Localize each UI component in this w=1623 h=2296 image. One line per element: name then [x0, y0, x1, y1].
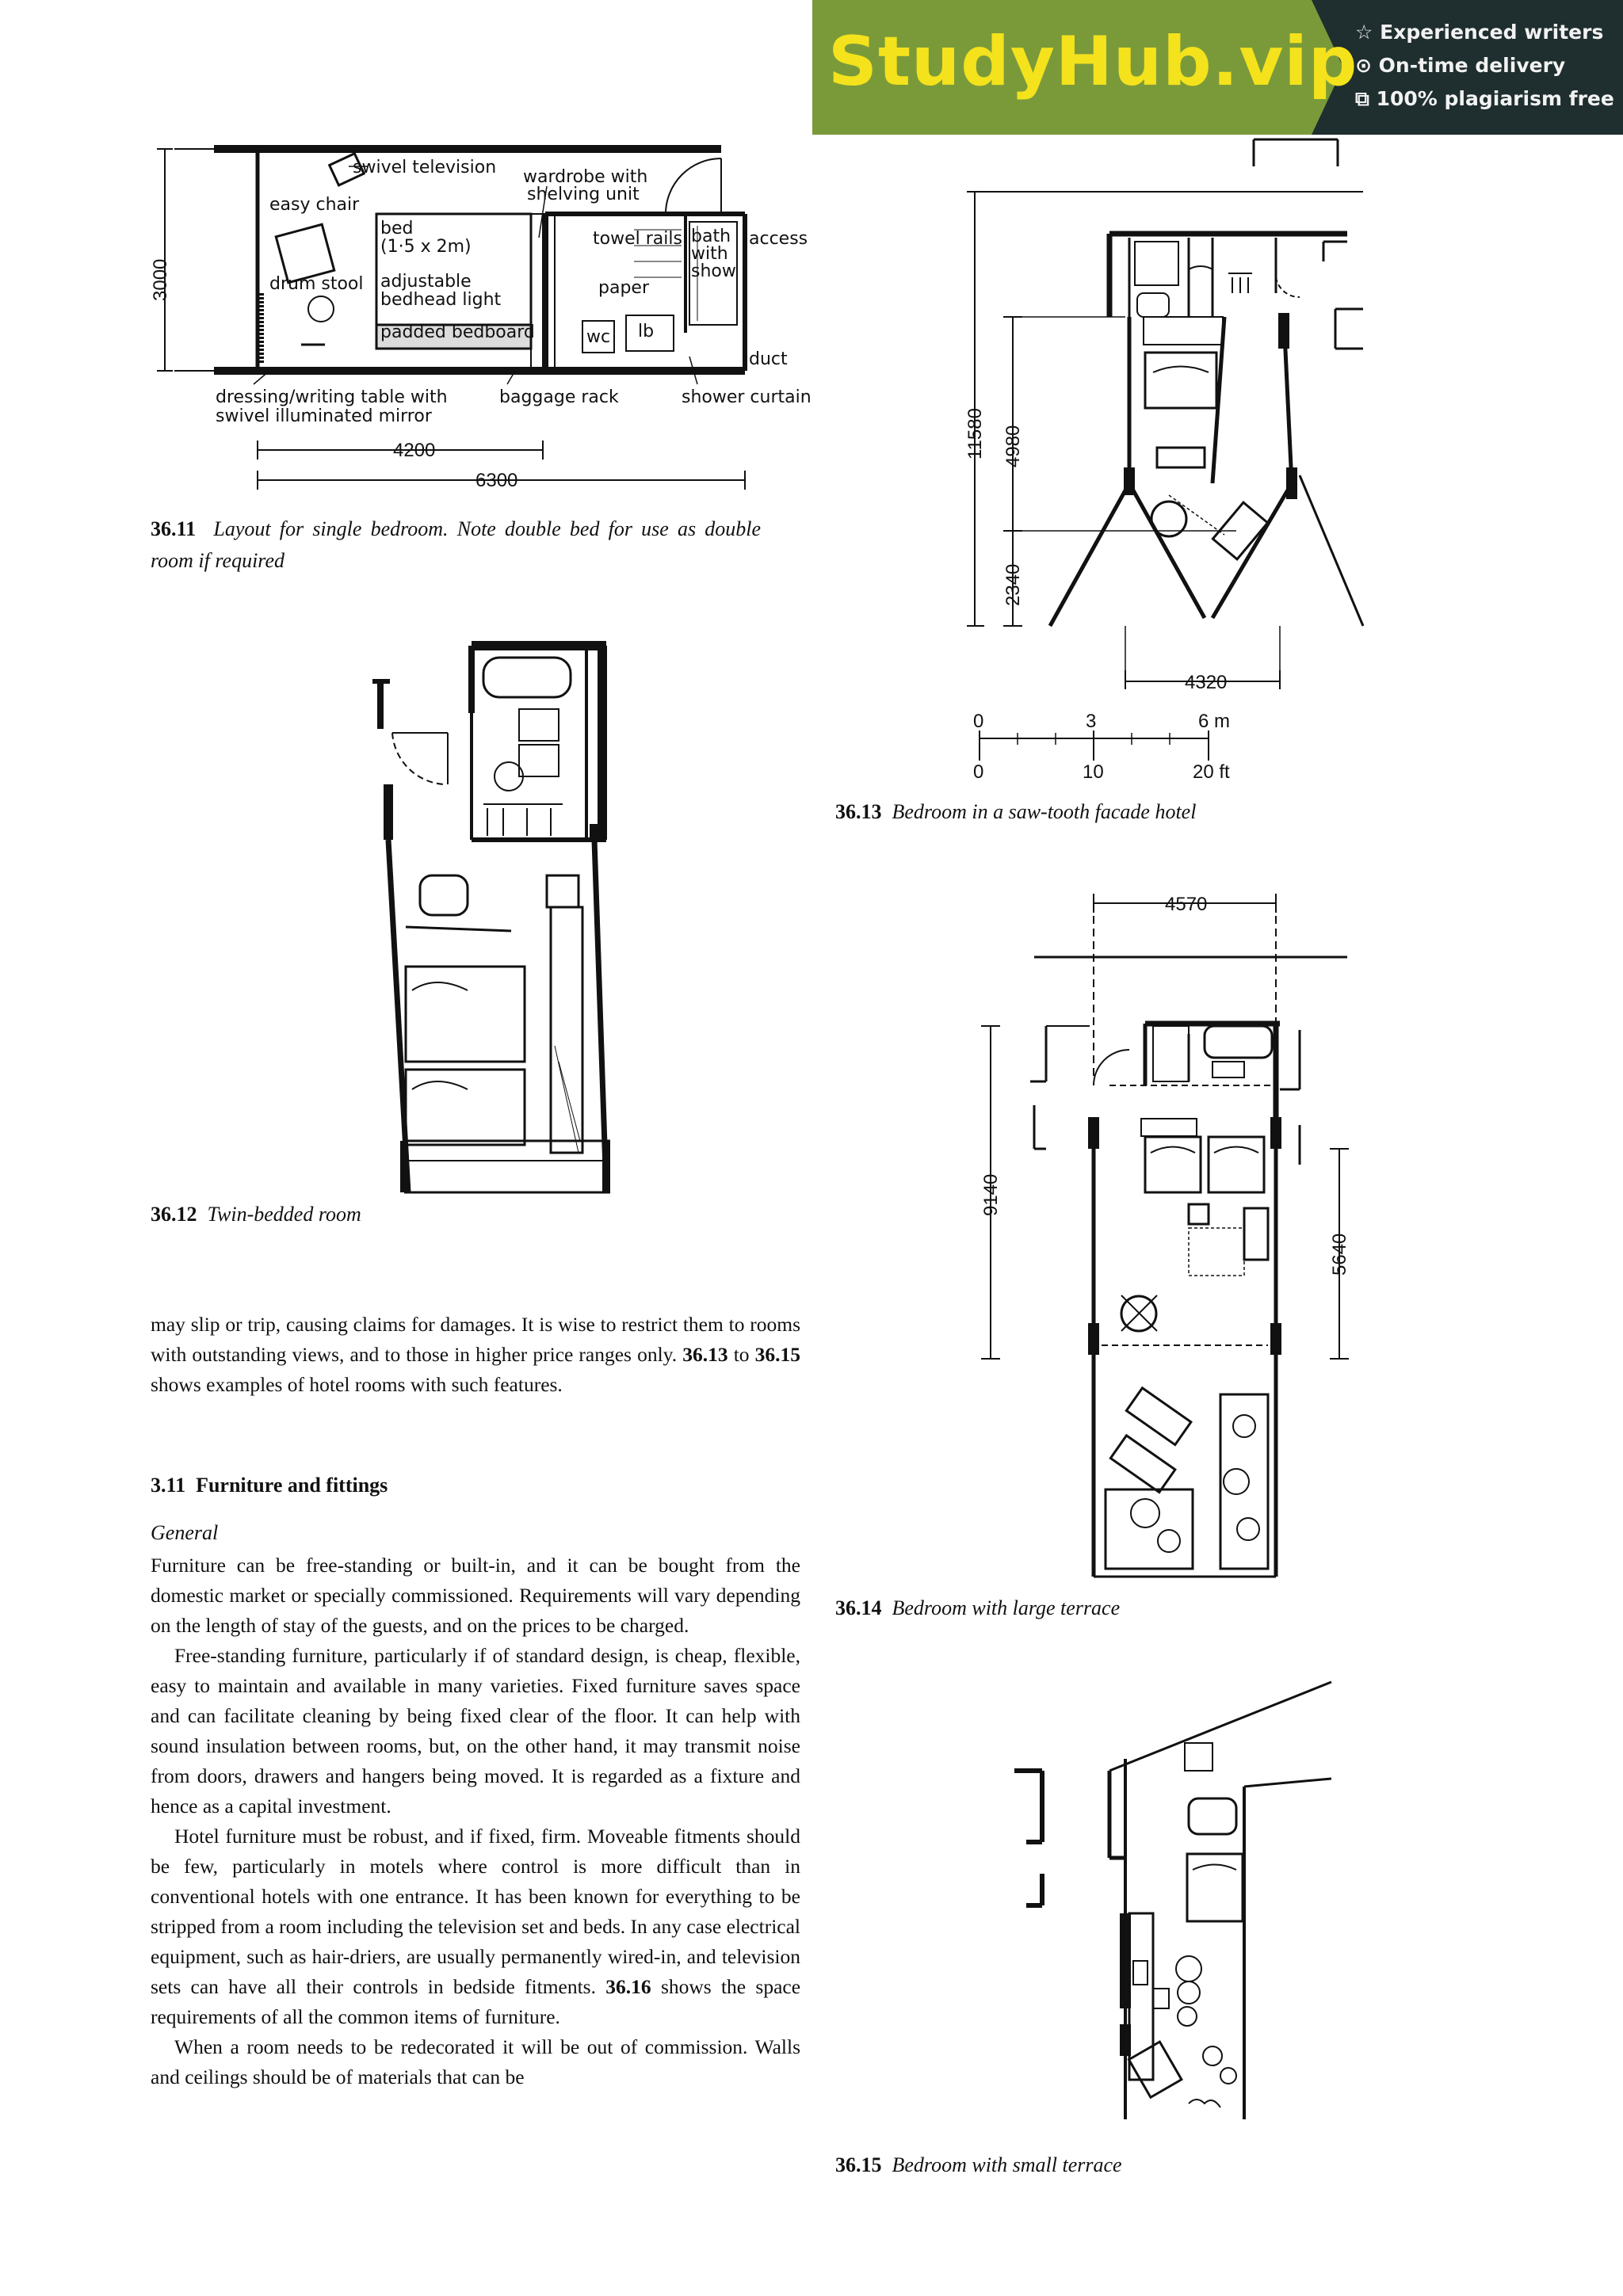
dim-4320: 4320	[1185, 672, 1228, 693]
star-icon: ☆	[1355, 21, 1373, 44]
banner-feature-2	[1355, 54, 1565, 77]
label-bed: bed	[380, 219, 414, 238]
banner-feature-3	[1355, 87, 1614, 111]
brand-name[interactable]: StudyHub.vip	[828, 22, 1358, 101]
label-duct: duct	[749, 349, 788, 369]
dim-4980: 4980	[1002, 425, 1024, 467]
label-easy-chair: easy chair	[269, 195, 360, 215]
fig-36-11-plan	[143, 135, 812, 499]
paragraph-3	[151, 1821, 800, 2032]
caption-text: Bedroom with large terrace	[892, 1596, 1121, 1619]
label-bath-2: with	[691, 244, 728, 264]
fig-36-14-plan	[967, 879, 1363, 1592]
label-bedboard: padded bedboard	[380, 322, 535, 342]
figure-number: 36.13	[835, 800, 882, 823]
dim-6300: 6300	[475, 470, 518, 491]
dim-11580: 11580	[964, 408, 986, 460]
section-number: 3.11	[151, 1474, 186, 1497]
figure-ref: 36.16	[605, 1975, 651, 1998]
fig-36-13-caption	[835, 800, 1196, 824]
fig-36-15-plan	[999, 1676, 1347, 2135]
label-shower: shower curtain	[682, 387, 812, 407]
figure-ref: 36.13	[682, 1343, 728, 1366]
scale-m0: 0	[973, 711, 984, 732]
clock-icon: ⊙	[1355, 54, 1372, 77]
label-swivel-tv: swivel television	[353, 158, 497, 177]
section-title: Furniture and fittings	[196, 1474, 388, 1497]
label-wc: wc	[586, 327, 611, 347]
section-heading	[151, 1474, 388, 1497]
dim-4570: 4570	[1165, 894, 1208, 915]
paragraph-2: Free-standing furniture, particularly if of standard design, is cheap, flexible, easy to maintain and available in many varieties. Fixed furniture saves space and can facilitate cleaning by being fixed clear of the floor. It can help with sound insulation between rooms, but, on the other hand, it may transmit noise from doors, drawers and hangers being moved. It is regarded as a fixture and hence as a capital investment.	[151, 1644, 800, 1817]
fig-36-13-plan	[951, 135, 1363, 784]
figure-number: 36.12	[151, 1203, 197, 1226]
fig-36-12-plan	[333, 634, 650, 1204]
caption-text: Bedroom with small terrace	[892, 2153, 1122, 2176]
figure-number: 36.11	[151, 517, 197, 540]
label-baggage: baggage rack	[499, 387, 619, 407]
label-bedhead-2: bedhead light	[380, 290, 502, 310]
label-drum-stool: drum stool	[269, 274, 364, 294]
paragraph-3-end: shows the space requirements of all the common items of furniture.	[151, 1975, 801, 2028]
label-towel-rails: towel rails	[593, 229, 682, 249]
caption-text: Layout for single bedroom. Note double bed for use as double room if required	[151, 517, 762, 572]
scale-m3: 3	[1086, 711, 1097, 732]
scale-f10: 10	[1083, 761, 1104, 783]
label-dressing-2: swivel illuminated mirror	[216, 406, 432, 426]
intro-to: to	[733, 1343, 750, 1366]
scale-f0: 0	[973, 761, 984, 783]
caption-text: Twin-bedded room	[207, 1203, 361, 1226]
feature-text: 100% plagiarism free	[1376, 87, 1614, 110]
feature-text: Experienced writers	[1380, 21, 1604, 44]
paragraph-3-start: Hotel furniture must be robust, and if fixed, firm. Moveable fitments should be few, particularly in motels where control is more difficult than in conventional hotels with one entrance. It has been known for everything to be stripped from a room including the television set and beds. In any case electrical equipment, such as hair-driers, are usually permanently wired-in, and television sets can have all their controls in bedside fitments.	[151, 1825, 800, 1998]
figure-ref: 36.15	[754, 1343, 800, 1366]
scale-f20: 20 ft	[1193, 761, 1230, 783]
paragraph-4: When a room needs to be redecorated it will be out of commission. Walls and ceilings should be of materials that can be	[151, 2035, 800, 2088]
label-wardrobe-1: wardrobe with	[523, 167, 648, 187]
label-lb: lb	[638, 322, 655, 341]
label-bedhead-1: adjustable	[380, 272, 472, 292]
banner-feature-1	[1355, 21, 1603, 44]
label-dressing-1: dressing/writing table with	[216, 387, 448, 407]
label-bath-1: bath	[691, 227, 731, 246]
label-wardrobe-2: shelving unit	[527, 185, 640, 204]
dim-2340: 2340	[1002, 563, 1024, 606]
figure-number: 36.15	[835, 2153, 882, 2176]
fig-36-12-caption	[151, 1203, 361, 1226]
subheading: General	[151, 1521, 219, 1544]
fig-36-11-caption	[151, 513, 761, 577]
dim-9140: 9140	[980, 1173, 1002, 1216]
intro-text-start: may slip or trip, causing claims for damages. It is wise to restrict them to rooms with outstanding views, and to those in higher price ranges only.	[151, 1313, 800, 1366]
copy-icon: ⧉	[1355, 87, 1369, 110]
intro-paragraph	[151, 1310, 800, 1400]
dim-5640: 5640	[1329, 1233, 1350, 1276]
fig-36-14-caption	[835, 1596, 1120, 1620]
figure-number: 36.14	[835, 1596, 882, 1619]
label-access: access	[749, 229, 808, 249]
caption-text: Bedroom in a saw-tooth facade hotel	[892, 800, 1197, 823]
label-bed-size: (1·5 x 2m)	[380, 237, 472, 257]
scale-m6: 6 m	[1198, 711, 1231, 732]
intro-text-end: shows examples of hotel rooms with such features.	[151, 1373, 563, 1396]
fig-36-15-caption	[835, 2153, 1122, 2177]
dim-3000: 3000	[150, 258, 171, 301]
label-paper: paper	[598, 278, 649, 298]
paragraph-1: Furniture can be free-standing or built-in, and it can be bought from the domestic market or specially commissioned. Requirements will vary depending on the length of stay of the guests, and on the prices to be charged.	[151, 1554, 800, 1637]
dim-4200: 4200	[393, 440, 436, 461]
label-bath-3: show	[691, 261, 736, 281]
feature-text: On-time delivery	[1378, 54, 1566, 77]
body-column	[151, 1550, 800, 2092]
